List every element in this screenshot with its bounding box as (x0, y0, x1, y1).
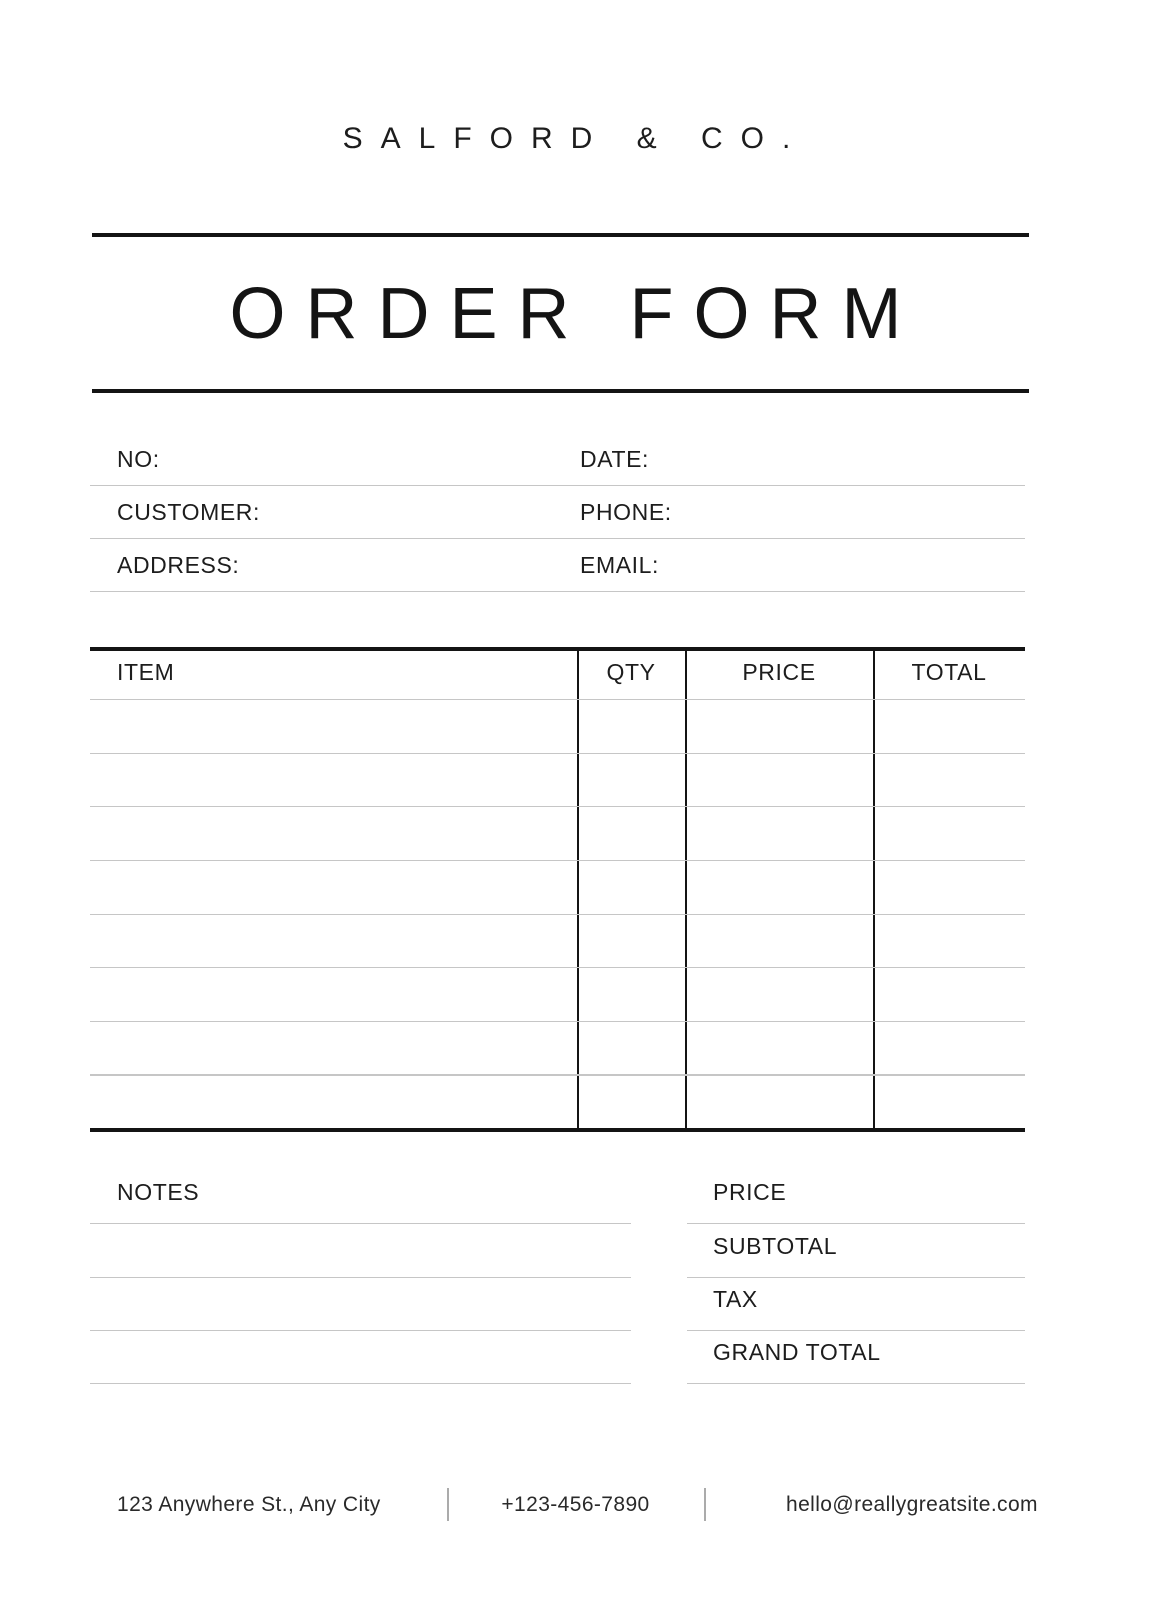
email-label: EMAIL: (580, 552, 660, 578)
item-cell[interactable] (90, 806, 577, 860)
tax-value[interactable] (790, 1279, 1025, 1323)
totals-line (687, 1330, 1025, 1331)
price-total-value[interactable] (800, 1172, 1025, 1216)
totals-line (687, 1383, 1025, 1384)
qty-cell[interactable] (577, 699, 685, 753)
table-bottom-border (90, 1128, 1025, 1132)
item-cell[interactable] (90, 699, 577, 753)
notes-area[interactable] (90, 1205, 631, 1385)
date-label: DATE: (580, 446, 650, 472)
footer-phone: +123-456-7890 (501, 1493, 650, 1516)
qty-cell[interactable] (577, 1021, 685, 1075)
price-cell[interactable] (685, 967, 873, 1021)
qty-cell[interactable] (577, 1074, 685, 1128)
price-cell[interactable] (685, 753, 873, 807)
tax-label: TAX (713, 1286, 758, 1312)
item-cell[interactable] (90, 967, 577, 1021)
price-total-label: PRICE (713, 1179, 787, 1205)
brand-name: SALFORD & CO. (342, 122, 809, 155)
price-cell[interactable] (685, 914, 873, 968)
qty-cell[interactable] (577, 967, 685, 1021)
subtotal-label: SUBTOTAL (713, 1233, 838, 1259)
footer-divider (704, 1488, 706, 1521)
item-cell[interactable] (90, 914, 577, 968)
items-table (90, 647, 1025, 1131)
footer-email: hello@reallygreatsite.com (786, 1493, 1038, 1516)
price-column-header: PRICE (742, 659, 816, 685)
notes-line (90, 1223, 631, 1224)
total-cell[interactable] (873, 1074, 1025, 1128)
totals-line (687, 1277, 1025, 1278)
notes-line (90, 1383, 631, 1384)
price-cell[interactable] (685, 806, 873, 860)
no-label: NO: (117, 446, 160, 472)
price-cell[interactable] (685, 1021, 873, 1075)
total-column-header: TOTAL (911, 659, 987, 685)
no-field[interactable] (175, 440, 555, 482)
item-cell[interactable] (90, 1074, 577, 1128)
price-cell[interactable] (685, 699, 873, 753)
address-label: ADDRESS: (117, 552, 240, 578)
qty-cell[interactable] (577, 753, 685, 807)
page-title: ORDER FORM (229, 274, 922, 354)
total-cell[interactable] (873, 914, 1025, 968)
field-row-line (90, 591, 1025, 592)
field-row-line (90, 538, 1025, 539)
price-cell[interactable] (685, 1074, 873, 1128)
qty-column-header: QTY (606, 659, 656, 685)
item-cell[interactable] (90, 860, 577, 914)
top-rule (92, 233, 1029, 237)
total-cell[interactable] (873, 753, 1025, 807)
title-bottom-rule (92, 389, 1029, 393)
footer-address: 123 Anywhere St., Any City (117, 1493, 381, 1516)
customer-field[interactable] (248, 493, 554, 535)
totals-line (687, 1223, 1025, 1224)
notes-line (90, 1277, 631, 1278)
total-cell[interactable] (873, 860, 1025, 914)
total-cell[interactable] (873, 699, 1025, 753)
total-cell[interactable] (873, 967, 1025, 1021)
address-field[interactable] (232, 546, 554, 588)
email-field[interactable] (656, 546, 1024, 588)
item-cell[interactable] (90, 753, 577, 807)
grand-total-label: GRAND TOTAL (713, 1339, 881, 1365)
notes-label: NOTES (117, 1179, 200, 1205)
total-cell[interactable] (873, 806, 1025, 860)
item-column-header: ITEM (117, 659, 175, 685)
qty-cell[interactable] (577, 914, 685, 968)
subtotal-value[interactable] (845, 1226, 1025, 1270)
customer-label: CUSTOMER: (117, 499, 260, 525)
table-top-border (90, 647, 1025, 651)
phone-label: PHONE: (580, 499, 672, 525)
notes-line (90, 1330, 631, 1331)
price-cell[interactable] (685, 860, 873, 914)
grand-total-value[interactable] (880, 1332, 1025, 1376)
qty-cell[interactable] (577, 806, 685, 860)
field-row-line (90, 485, 1025, 486)
phone-field[interactable] (672, 493, 1024, 535)
date-field[interactable] (656, 440, 1024, 482)
total-cell[interactable] (873, 1021, 1025, 1075)
qty-cell[interactable] (577, 860, 685, 914)
item-cell[interactable] (90, 1021, 577, 1075)
